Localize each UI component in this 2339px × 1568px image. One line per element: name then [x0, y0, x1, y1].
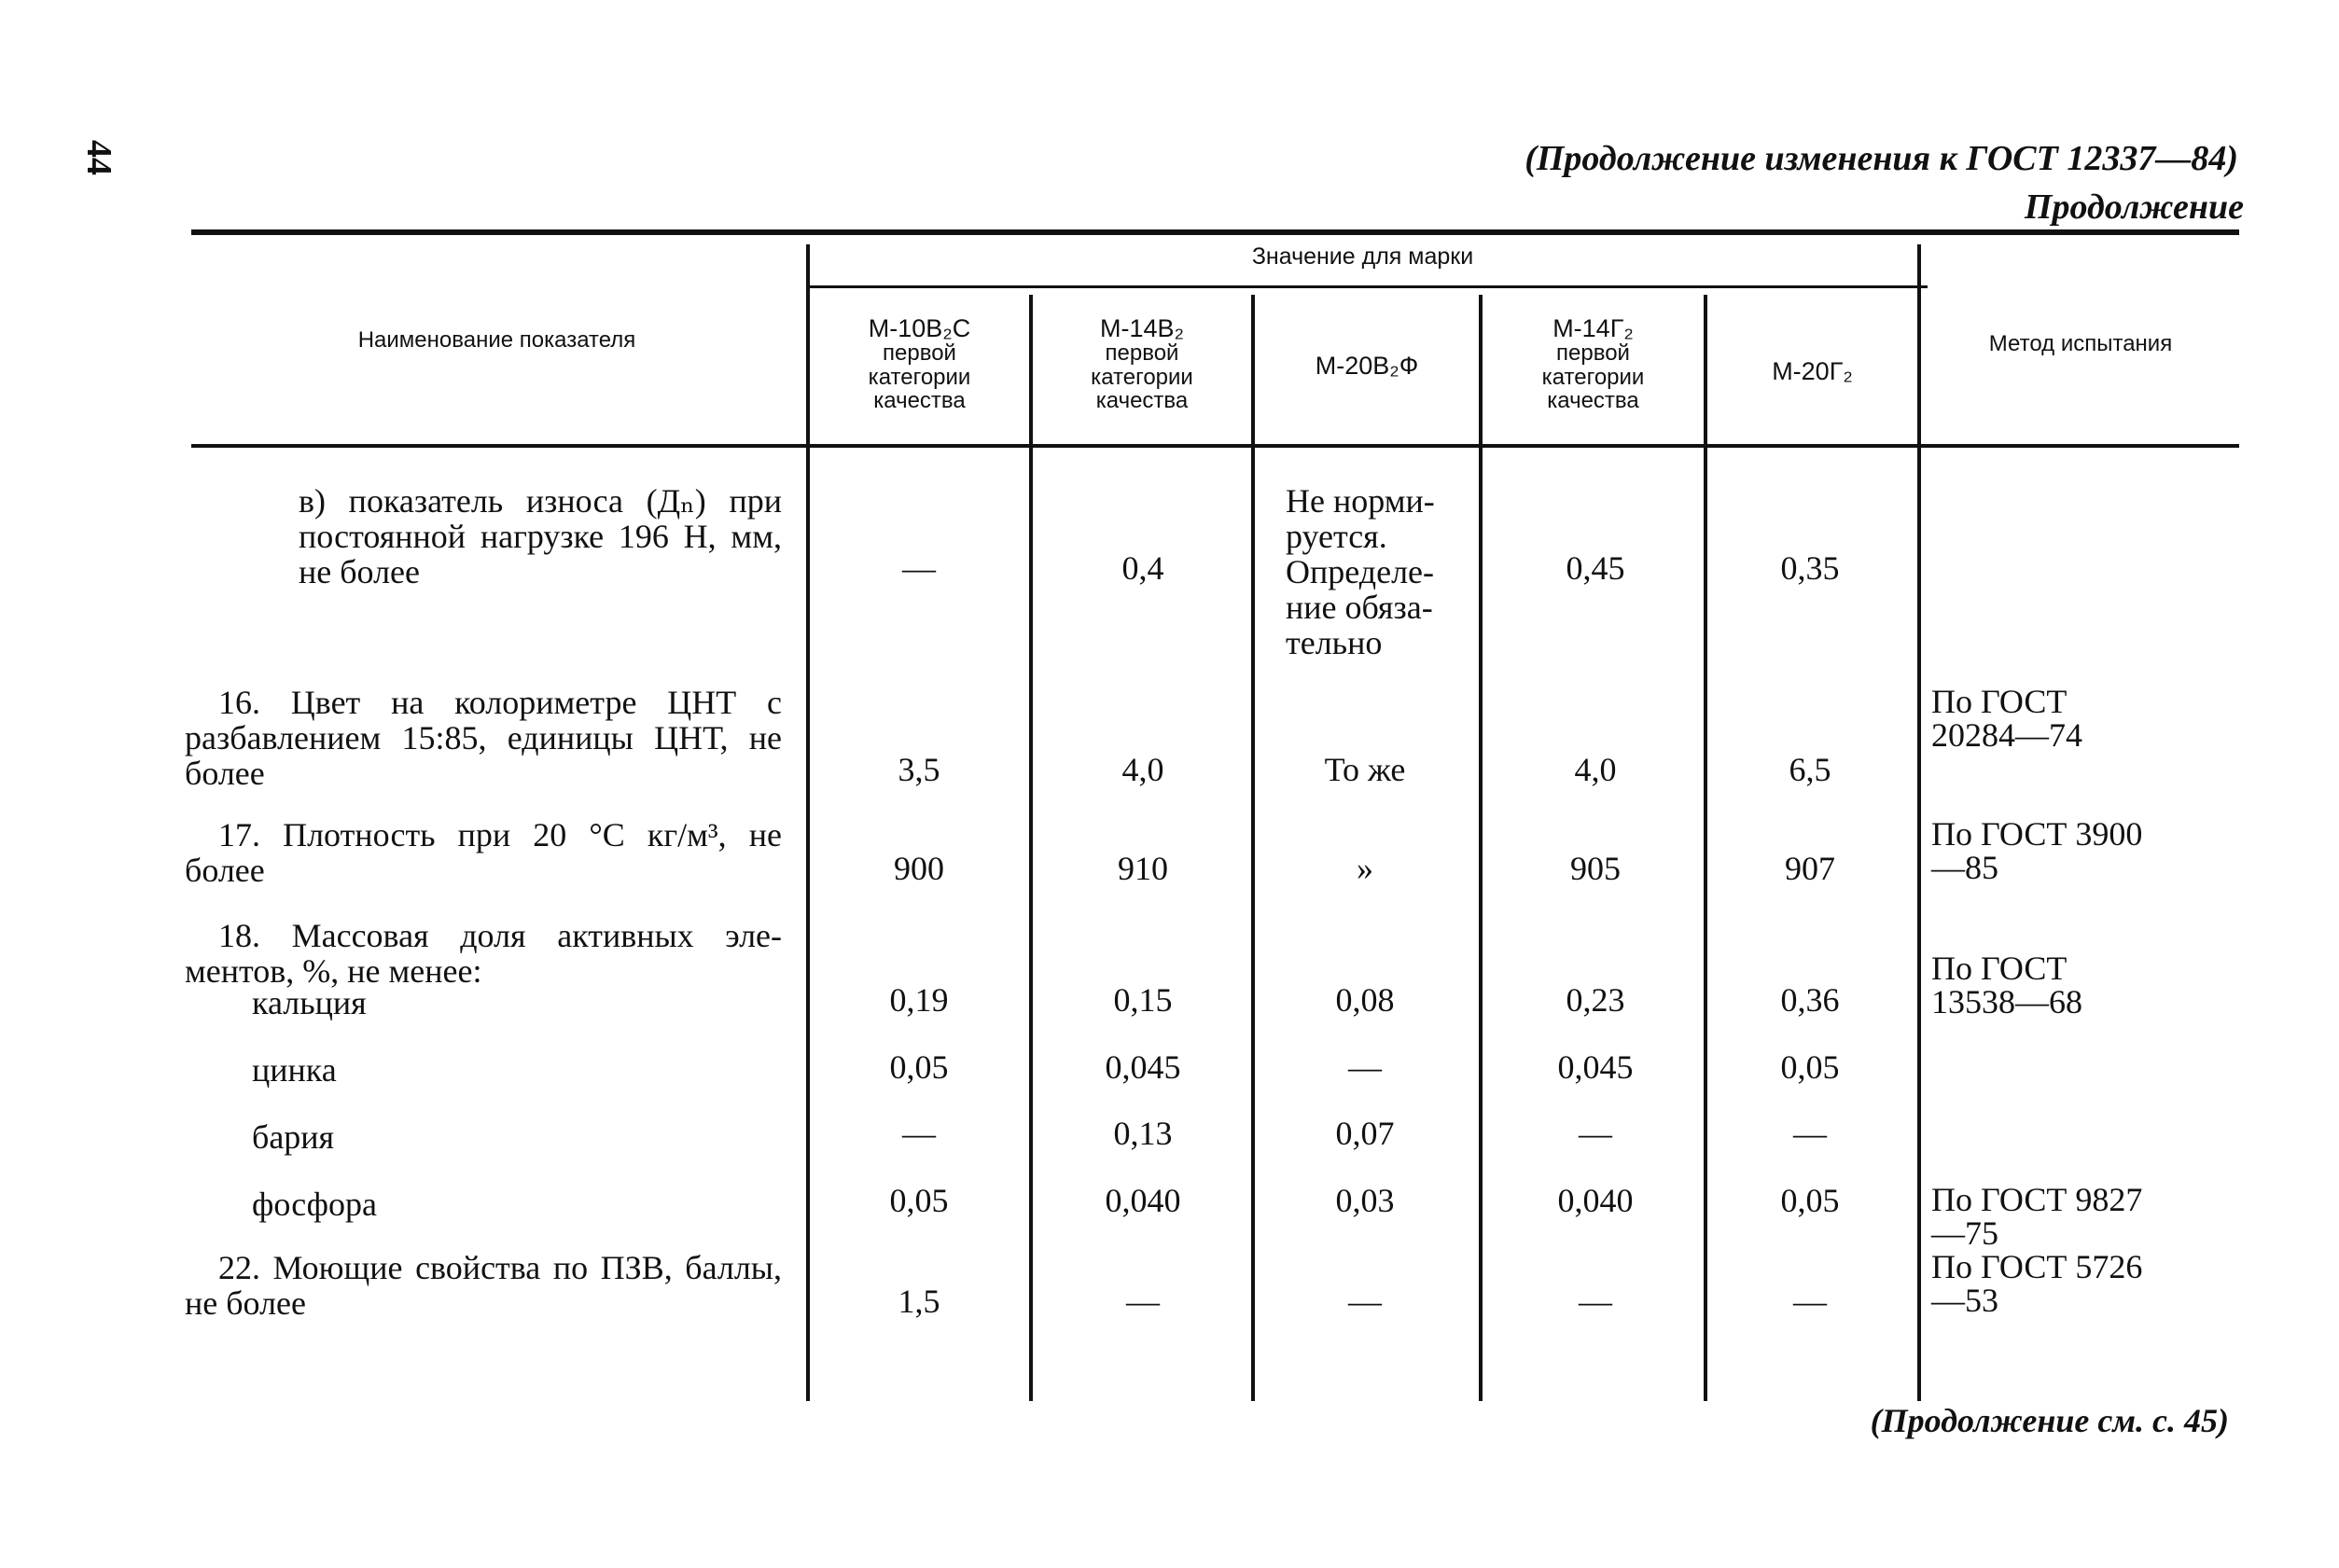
table-cell: Не норми-руется. Определе-ние обяза-тельно	[1286, 482, 1435, 661]
table-cell: 1,5	[898, 1283, 940, 1320]
table-cell: —	[1793, 1115, 1827, 1152]
grade-name: М-20Г₂	[1772, 357, 1853, 385]
row-label-color: 16. Цвет на колориметре ЦНТ с разбавлением 15:85, единицы ЦНТ, не более	[185, 684, 782, 792]
grade-header-1	[810, 315, 1029, 412]
table-cell: 0,045	[1105, 1048, 1181, 1086]
grade-header-5	[1707, 358, 1917, 384]
header-bottom-rule	[191, 444, 2239, 448]
table-cell: 0,45	[1566, 549, 1625, 587]
row-label-zinc: цинка	[252, 1051, 337, 1089]
table-cell: 910	[1118, 850, 1168, 887]
table-cell: 6,5	[1789, 751, 1831, 788]
table-cell: 0,05	[1780, 1182, 1840, 1219]
table-cell: 0,35	[1780, 549, 1840, 587]
column-divider	[1917, 244, 1921, 1401]
test-method: По ГОСТ 5726—53	[1931, 1248, 2143, 1319]
table-cell: —	[1793, 1283, 1827, 1320]
test-method: По ГОСТ 20284—74	[1931, 683, 2082, 754]
table-cell: 0,05	[889, 1048, 949, 1086]
test-method: По ГОСТ 9827—75	[1931, 1181, 2143, 1252]
table-cell: 0,040	[1557, 1182, 1634, 1219]
table-cell: 905	[1570, 850, 1621, 887]
page-number: 44	[79, 140, 118, 175]
footer-continuation: (Продолжение см. с. 45)	[1870, 1402, 2229, 1439]
table-cell: 907	[1785, 850, 1835, 887]
grade-header-2	[1033, 315, 1251, 412]
table-cell: 0,36	[1780, 981, 1840, 1019]
grade-note: первой категории качества	[1091, 340, 1193, 413]
group-header-rule	[808, 285, 1928, 288]
row-label-active-elements: 18. Массовая доля активных эле-ментов, %, не менее:	[185, 917, 782, 990]
table-cell: 0,040	[1105, 1182, 1181, 1219]
table-cell: 0,07	[1335, 1115, 1395, 1152]
table-cell: —	[1348, 1048, 1382, 1086]
table-cell: То же	[1324, 751, 1406, 788]
table-cell: 3,5	[898, 751, 940, 788]
row-label-phosphorus: фосфора	[252, 1186, 377, 1223]
row-label-detergent: 22. Моющие свойства по ПЗВ, баллы, не более	[185, 1249, 782, 1322]
grade-note: первой категории качества	[868, 340, 971, 413]
test-method: По ГОСТ 3900—85	[1931, 815, 2143, 886]
table-cell: 0,08	[1335, 981, 1395, 1019]
column-divider	[1251, 295, 1255, 1401]
table-cell: —	[1126, 1283, 1160, 1320]
document-header-title: (Продолжение изменения к ГОСТ 12337—84)	[1525, 139, 2238, 178]
table-cell: 4,0	[1121, 751, 1164, 788]
test-method: По ГОСТ 13538—68	[1931, 950, 2082, 1020]
table-cell: 900	[894, 850, 944, 887]
continuation-label: Продолжение	[2024, 187, 2244, 227]
grade-note: первой категории качества	[1541, 340, 1645, 413]
table-cell: 0,03	[1335, 1182, 1395, 1219]
table-cell: —	[1348, 1283, 1382, 1320]
table-cell: 0,05	[1780, 1048, 1840, 1086]
table-cell: 0,4	[1121, 549, 1164, 587]
column-divider	[1479, 295, 1483, 1401]
column-divider	[1704, 295, 1707, 1401]
table-cell: 4,0	[1574, 751, 1617, 788]
table-cell: —	[1579, 1283, 1612, 1320]
table-cell: 0,19	[889, 981, 949, 1019]
grade-name: М-14В₂	[1099, 314, 1184, 342]
grade-header-4	[1483, 315, 1704, 412]
table-cell: —	[902, 1115, 936, 1152]
grade-name: М-14Г₂	[1552, 314, 1634, 342]
column-header-name: Наименование показателя	[357, 327, 636, 353]
row-label-density: 17. Плотность при 20 °С кг/м³, не более	[185, 816, 782, 889]
table-cell: 0,13	[1113, 1115, 1173, 1152]
table-cell: 0,045	[1557, 1048, 1634, 1086]
row-label-barium: бария	[252, 1118, 335, 1156]
row-label-calcium: кальция	[252, 984, 367, 1021]
column-group-header: Значение для марки	[1251, 243, 1474, 270]
column-divider	[806, 244, 810, 1401]
column-divider	[1029, 295, 1033, 1401]
column-header-method: Метод испытания	[1988, 331, 2173, 356]
table-cell: —	[1579, 1115, 1612, 1152]
table-cell: 0,23	[1566, 981, 1625, 1019]
table-cell: 0,05	[889, 1182, 949, 1219]
table-cell: —	[902, 549, 936, 587]
table-top-rule	[191, 229, 2239, 235]
row-label-wear-index: в) показатель износа (Дₙ) при постоянной нагрузке 196 Н, мм, не более	[299, 482, 782, 590]
grade-name: М-10В₂С	[868, 314, 971, 342]
grade-name: М-20В₂Ф	[1315, 352, 1419, 380]
table-cell: »	[1357, 850, 1373, 887]
table-cell: 0,15	[1113, 981, 1173, 1019]
grade-header-3	[1255, 353, 1479, 379]
